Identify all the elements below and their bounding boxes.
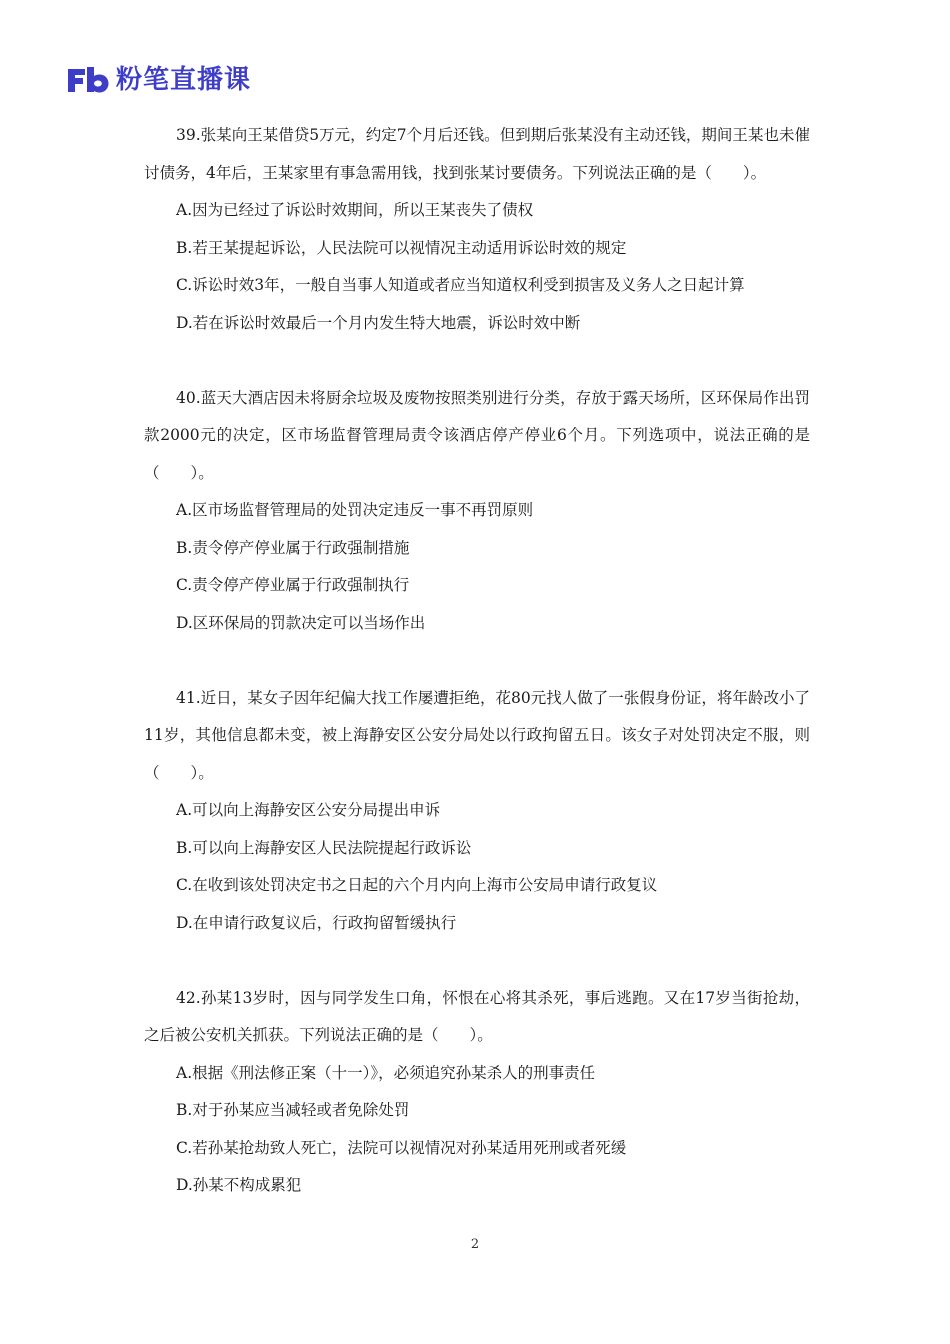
question-39 <box>144 117 810 342</box>
option-c: C.在收到该处罚决定书之日起的六个月内向上海市公安局申请行政复议 <box>176 876 658 894</box>
spacer <box>144 342 810 380</box>
question-42 <box>144 980 810 1205</box>
question-stem: 41.近日，某女子因年纪偏大找工作屡遭拒绝，花80元找人做了一张假身份证，将年龄改小了11岁，其他信息都未变，被上海静安区公安分局处以行政拘留五日。该女子对处罚决定不服，则（ ）。 <box>144 688 810 782</box>
option-a: A.因为已经过了诉讼时效期间，所以王某丧失了债权 <box>176 201 534 219</box>
option-b: B.若王某提起诉讼，人民法院可以视情况主动适用诉讼时效的规定 <box>176 238 627 257</box>
question-stem: 40.蓝天大酒店因未将厨余垃圾及废物按照类别进行分类，存放于露天场所，区环保局作出罚款2000元的决定，区市场监督管理局责令该酒店停产停业6个月。下列选项中，说法正确的是（ ）。 <box>144 388 810 482</box>
fb-logo-icon <box>66 65 110 95</box>
page-number: 2 <box>470 1237 480 1252</box>
question-stem: 39.张某向王某借贷5万元，约定7个月后还钱。但到期后张某没有主动还钱，期间王某也未催讨债务，4年后，王某家里有事急需用钱，找到张某讨要债务。下列说法正确的是（ ）。 <box>144 126 810 182</box>
spacer <box>144 942 810 980</box>
option-d: D.若在诉讼时效最后一个月内发生特大地震，诉讼时效中断 <box>176 313 581 332</box>
spacer <box>144 642 810 680</box>
brand-logo <box>66 62 251 98</box>
option-d: D.孙某不构成累犯 <box>176 1176 302 1194</box>
question-40 <box>144 380 810 643</box>
question-stem: 42.孙某13岁时，因与同学发生口角，怀恨在心将其杀死，事后逃跑。又在17岁当街抢劫，之后被公安机关抓获。下列说法正确的是（ ）。 <box>144 988 810 1044</box>
option-c: C.若孙某抢劫致人死亡，法院可以视情况对孙某适用死刑或者死缓 <box>176 1138 627 1157</box>
option-d: D.区环保局的罚款决定可以当场作出 <box>176 613 426 632</box>
option-b: B.对于孙某应当减轻或者免除处罚 <box>176 1101 410 1119</box>
brand-name: 粉笔直播课 <box>116 65 252 95</box>
option-b: B.责令停产停业属于行政强制措施 <box>176 538 410 557</box>
question-list <box>144 117 810 1205</box>
option-a: A.根据《刑法修正案（十一）》，必须追究孙某杀人的刑事责任 <box>176 1063 596 1082</box>
option-a: A.区市场监督管理局的处罚决定违反一事不再罚原则 <box>176 501 534 519</box>
option-b: B.可以向上海静安区人民法院提起行政诉讼 <box>176 838 472 857</box>
question-41 <box>144 680 810 943</box>
option-d: D.在申请行政复议后，行政拘留暂缓执行 <box>176 913 457 932</box>
option-c: C.诉讼时效3年，一般自当事人知道或者应当知道权利受到损害及义务人之日起计算 <box>176 276 745 294</box>
option-a: A.可以向上海静安区公安分局提出申诉 <box>176 801 441 819</box>
option-c: C.责令停产停业属于行政强制执行 <box>176 576 410 594</box>
